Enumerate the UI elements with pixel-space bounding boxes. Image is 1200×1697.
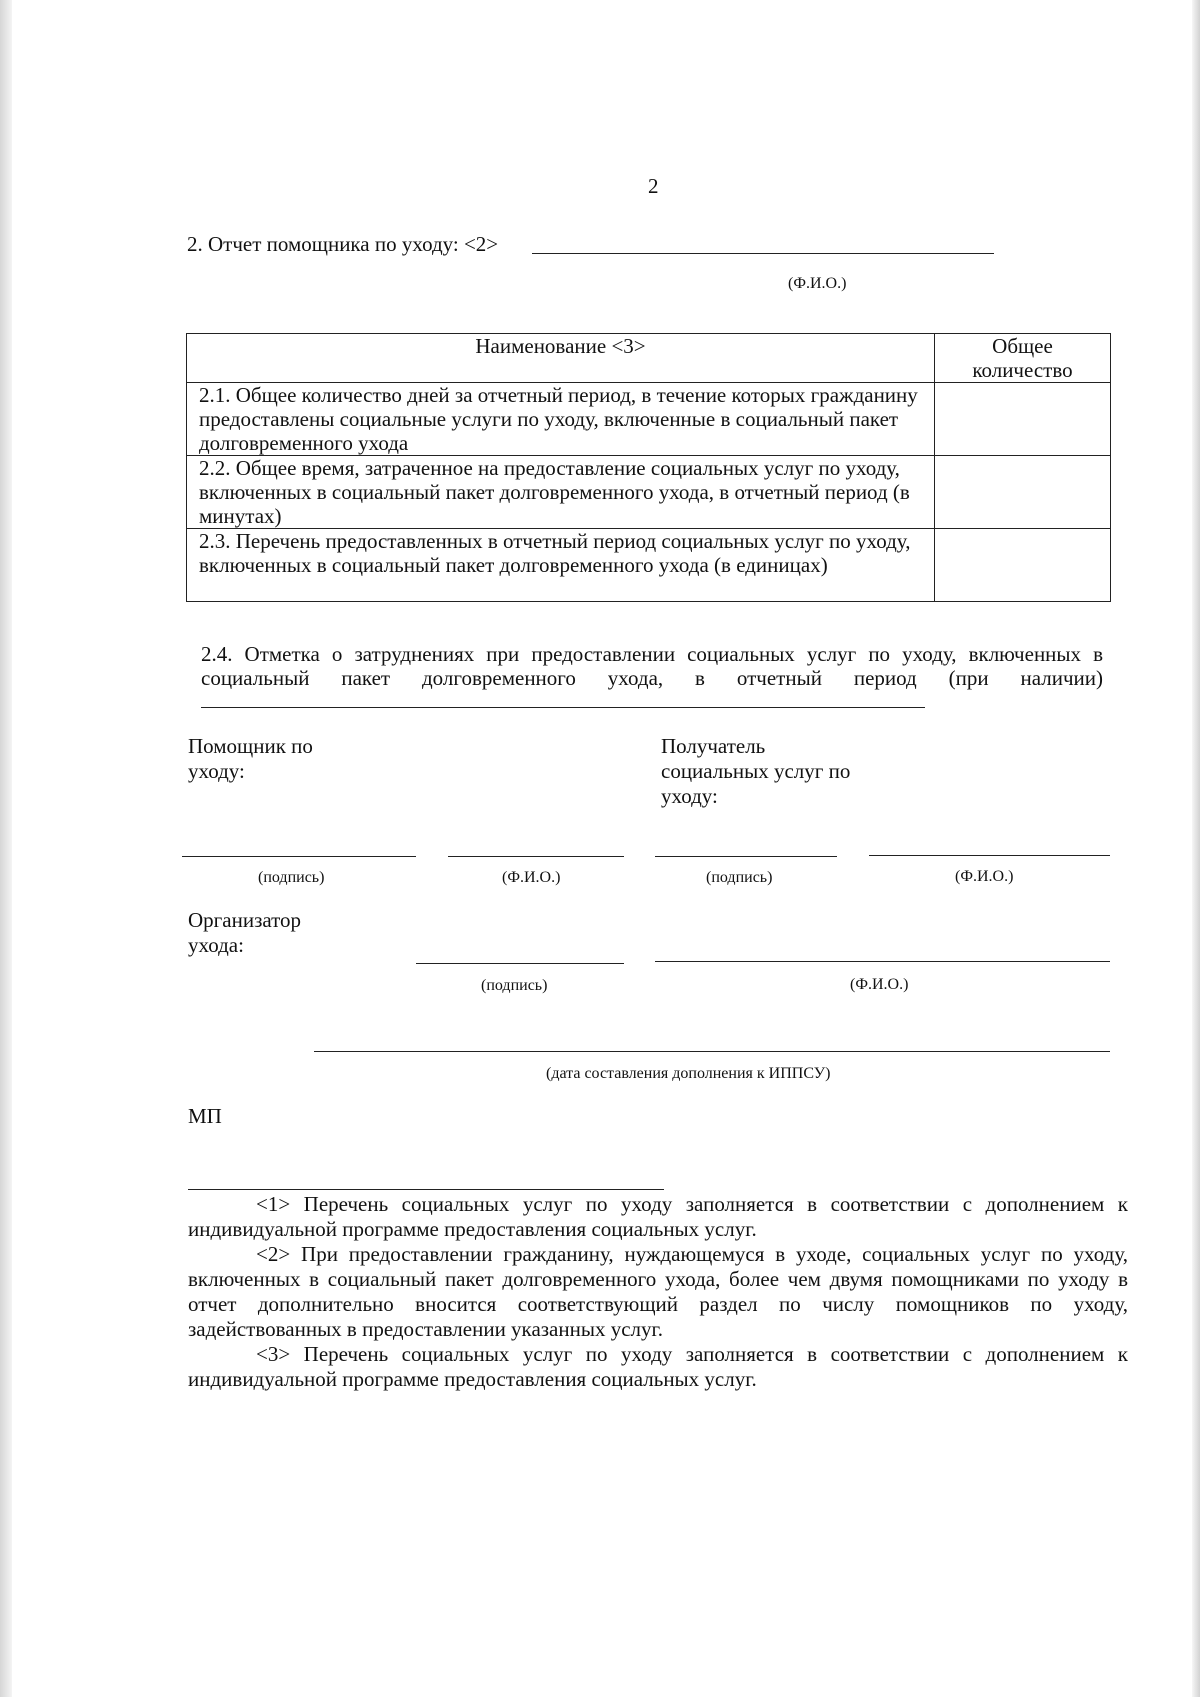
page-number: 2: [648, 174, 659, 198]
organizer-fio-caption: (Ф.И.О.): [850, 976, 909, 993]
column-header-quantity: Общее количество: [935, 334, 1111, 383]
scan-edge-left: [0, 0, 12, 1697]
recipient-fio-line[interactable]: [869, 855, 1110, 856]
footnotes: [188, 1192, 1128, 1392]
footnote-1: <1> Перечень социальных услуг по уходу заполняется в соответствии с дополнением к индивидуальной программе предоставления социальных услуг.: [188, 1192, 1128, 1241]
item-2-4-line[interactable]: [201, 707, 925, 708]
stamp-placeholder: МП: [188, 1104, 222, 1128]
helper-fio-sign-line[interactable]: [448, 856, 624, 857]
table-row: [187, 529, 1111, 602]
row-qty-2-1[interactable]: [935, 383, 1111, 456]
report-table: [186, 333, 1111, 602]
recipient-label: Получатель социальных услуг по уходу:: [661, 734, 851, 808]
helper-fio-line[interactable]: [532, 253, 994, 254]
helper-label: Помощник по уходу:: [188, 734, 313, 783]
section-2-label: 2. Отчет помощника по уходу: <2>: [187, 232, 499, 256]
row-name-2-2: 2.2. Общее время, затраченное на предоставление социальных услуг по уходу, включенных в социальный пакет долговременного ухода, в отчетный период (в минутах): [187, 456, 935, 529]
row-name-2-1: 2.1. Общее количество дней за отчетный период, в течение которых гражданину предоставлены социальные услуги по уходу, включенные в социальный пакет долговременного ухода: [187, 383, 935, 456]
table-row: [187, 456, 1111, 529]
organizer-signature-line[interactable]: [416, 963, 624, 964]
footnote-2: <2> При предоставлении гражданину, нуждающемуся в уходе, социальных услуг по уходу, включенных в социальный пакет долговременного ухода, более чем двумя помощниками по уходу в отчет дополнительно вносится соответствующий раздел по числу помощников по уходу, задействованных в предоставлении указанных услуг.: [188, 1242, 1128, 1341]
organizer-label: Организатор ухода:: [188, 908, 302, 957]
helper-fio-caption: (Ф.И.О.): [788, 275, 847, 292]
footnote-3: <3> Перечень социальных услуг по уходу заполняется в соответствии с дополнением к индивидуальной программе предоставления социальных услуг.: [188, 1342, 1128, 1391]
recipient-signature-line[interactable]: [655, 856, 837, 857]
item-2-4-line1: 2.4. Отметка о затруднениях при предоставлении социальных услуг по уходу, включенных в: [201, 642, 1103, 666]
recipient-signature-caption: (подпись): [706, 869, 773, 886]
footnote-separator: [188, 1189, 664, 1190]
row-qty-2-2[interactable]: [935, 456, 1111, 529]
row-qty-2-3[interactable]: [935, 529, 1111, 602]
table-row: [187, 383, 1111, 456]
helper-signature-line[interactable]: [182, 856, 416, 857]
recipient-fio-caption: (Ф.И.О.): [955, 868, 1014, 885]
helper-signature-caption: (подпись): [258, 869, 325, 886]
row-name-2-3: 2.3. Перечень предоставленных в отчетный период социальных услуг по уходу, включенных в социальный пакет долговременного ухода (в единицах): [187, 529, 935, 602]
column-header-name: Наименование <3>: [187, 334, 935, 383]
organizer-fio-line[interactable]: [655, 961, 1110, 962]
helper-fio-sign-caption: (Ф.И.О.): [502, 869, 561, 886]
item-2-4-line2: социальный пакет долговременного ухода, в отчетный период (при наличии): [201, 666, 1103, 690]
table-header-row: [187, 334, 1111, 383]
date-caption: (дата составления дополнения к ИППСУ): [546, 1065, 831, 1082]
organizer-signature-caption: (подпись): [481, 977, 548, 994]
scan-edge-right: [1192, 0, 1200, 1697]
date-line[interactable]: [314, 1051, 1110, 1052]
